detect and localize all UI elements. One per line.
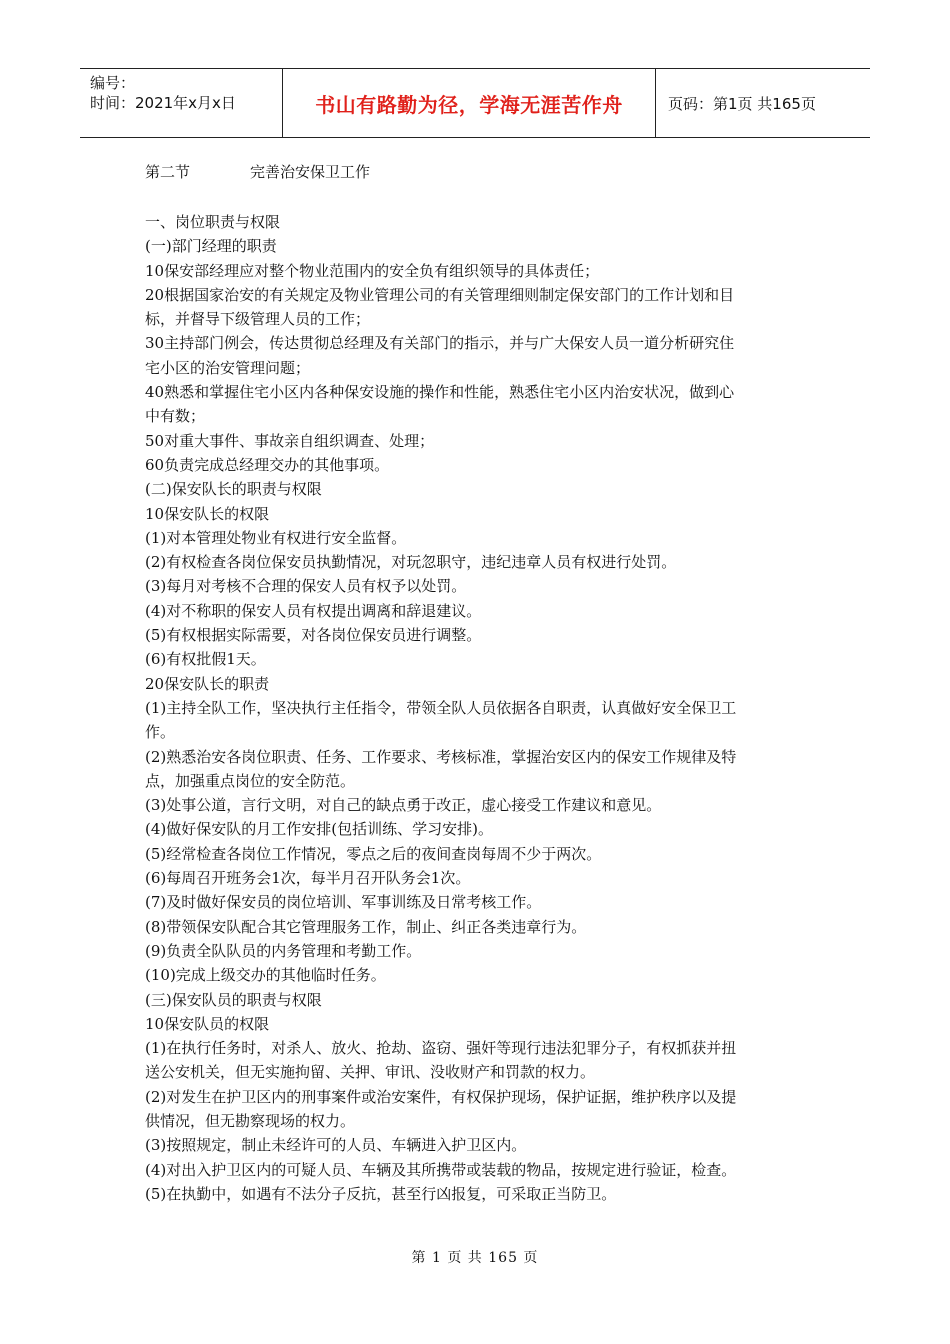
page-footer: 第 1 页 共 165 页 — [411, 1250, 539, 1266]
body-line: (8)带领保安队配合其它管理服务工作，制止、纠正各类违章行为。 — [145, 917, 587, 936]
body-line: 送公安机关，但无实施拘留、关押、审讯、没收财产和罚款的权力。 — [145, 1063, 596, 1082]
body-line: (2)对发生在护卫区内的刑事案件或治安案件，有权保护现场，保护证据，维护秩序以及提 — [145, 1087, 737, 1106]
body-line: 作。 — [145, 723, 176, 742]
body-line: (1)主持全队工作，坚决执行主任指令，带领全队人员依据各自职责，认真做好安全保卫工 — [145, 698, 737, 717]
body-line: (5)在执勤中，如遇有不法分子反抗，甚至行凶报复，可采取正当防卫。 — [145, 1184, 617, 1203]
body-line: 40熟悉和掌握住宅小区内各种保安设施的操作和性能，熟悉住宅小区内治安状况，做到心 — [145, 383, 735, 402]
body-line: (9)负责全队队员的内务管理和考勤工作。 — [145, 941, 422, 960]
body-line: (2)熟悉治安各岗位职责、任务、工作要求、考核标准，掌握治安区内的保安工作规律及特 — [145, 747, 737, 766]
body-line: 点，加强重点岗位的安全防范。 — [145, 771, 356, 790]
section-heading — [145, 160, 825, 184]
header-meta — [80, 69, 282, 137]
document-date: 时间：2021年x月x日 — [90, 94, 236, 112]
body-line: (二)保安队长的职责与权限 — [145, 480, 322, 499]
body-line: 60负责完成总经理交办的其他事项。 — [145, 455, 390, 474]
body-line: (3)按照规定，制止未经许可的人员、车辆进入护卫区内。 — [145, 1136, 527, 1155]
body-line: (5)经常检查各岗位工作情况，零点之后的夜间查岗每周不少于两次。 — [145, 844, 602, 863]
body-line: 供情况，但无勘察现场的权力。 — [145, 1111, 356, 1130]
body-line: (1)对本管理处物业有权进行安全监督。 — [145, 528, 407, 547]
body-line: (5)有权根据实际需要，对各岗位保安员进行调整。 — [145, 626, 482, 645]
body-line: (10)完成上级交办的其他临时任务。 — [145, 966, 386, 985]
body-line: (1)在执行任务时，对杀人、放火、抢劫、盗窃、强奸等现行违法犯罪分子，有权抓获并扭 — [145, 1039, 737, 1058]
body-line: 10保安队员的权限 — [145, 1014, 270, 1033]
body-line: 30主持部门例会，传达贯彻总经理及有关部门的指示，并与广大保安人员一道分析研究住 — [145, 334, 735, 353]
body-line: (4)对不称职的保安人员有权提出调离和辞退建议。 — [145, 601, 482, 620]
body-line: 10保安队长的权限 — [145, 504, 270, 523]
body-line: (6)每周召开班务会1次，每半月召开队务会1次。 — [145, 869, 471, 888]
body-line: 20保安队长的职责 — [145, 674, 270, 693]
body-line: (6)有权批假1天。 — [145, 650, 266, 669]
document-body — [145, 160, 825, 1206]
body-line: 50对重大事件、事故亲自组织调查、处理； — [145, 431, 435, 450]
body-line: 20根据国家治安的有关规定及物业管理公司的有关管理细则制定保安部门的工作计划和目 — [145, 285, 735, 304]
body-line: (4)对出入护卫区内的可疑人员、车辆及其所携带或装载的物品，按规定进行验证，检查。 — [145, 1160, 737, 1179]
body-line: 一、岗位职责与权限 — [145, 213, 281, 231]
body-line: (3)处事公道，言行文明，对自己的缺点勇于改正，虚心接受工作建议和意见。 — [145, 796, 662, 815]
page-header — [80, 68, 870, 138]
document-number-label: 编号： — [90, 74, 136, 92]
body-line: (2)有权检查各岗位保安员执勤情况，对玩忽职守，违纪违章人员有权进行处罚。 — [145, 553, 677, 572]
body-line: (4)做好保安队的月工作安排(包括训练、学习安排)。 — [145, 820, 493, 839]
header-motto: 书山有路勤为径，学海无涯苦作舟 — [282, 69, 656, 137]
body-line: 标，并督导下级管理人员的工作； — [145, 310, 371, 329]
body-line: (3)每月对考核不合理的保安人员有权予以处罚。 — [145, 577, 467, 596]
body-line: 10保安部经理应对整个物业范围内的安全负有组织领导的具体责任； — [145, 261, 600, 280]
body-line: 宅小区的治安管理问题； — [145, 358, 311, 377]
body-line: (三)保安队员的职责与权限 — [145, 990, 322, 1009]
body-lines — [145, 210, 825, 1206]
body-line: (一)部门经理的职责 — [145, 237, 277, 256]
section-title: 完善治安保卫工作 — [250, 163, 371, 181]
body-line: (7)及时做好保安员的岗位培训、军事训练及日常考核工作。 — [145, 893, 542, 912]
header-page-info: 页码：第1页 共165页 — [668, 94, 816, 113]
body-line: 中有数； — [145, 407, 206, 426]
section-number: 第二节 — [145, 163, 191, 181]
